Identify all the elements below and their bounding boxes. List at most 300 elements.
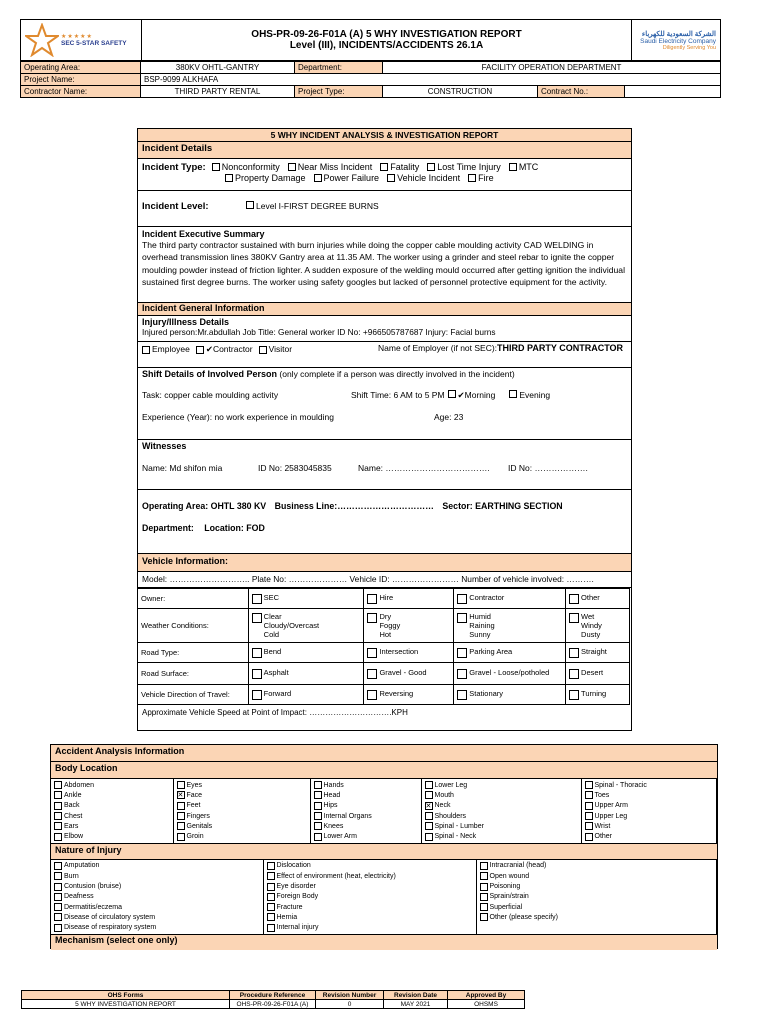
incident-type-3-label: Lost Time Injury	[437, 162, 501, 173]
vehicle-option-checkbox[interactable]	[367, 613, 377, 623]
vehicle-option-cell	[454, 609, 566, 643]
injury-type	[480, 912, 714, 922]
injury-type-label: Other (please specify)	[489, 913, 558, 921]
vehicle-row	[138, 609, 630, 643]
incident-type-4-checkbox[interactable]	[509, 163, 517, 171]
body-part	[314, 821, 418, 831]
vehicle-option-checkbox[interactable]	[569, 594, 579, 604]
injury-type-checkbox[interactable]	[480, 862, 488, 870]
vehicle-option-label: Cold	[263, 630, 280, 639]
checkmark-icon: ✔	[205, 344, 213, 354]
incident-type-0-checkbox[interactable]	[212, 163, 220, 171]
vehicle-option-label: SEC	[263, 593, 280, 602]
nature-column	[51, 860, 263, 935]
department-label: Department:	[295, 62, 383, 74]
body-part-checkbox[interactable]	[54, 781, 62, 789]
vehicle-option-label: Dry	[379, 612, 392, 621]
body-part-label: Internal Organs	[323, 812, 372, 820]
sector-line: Sector: EARTHING SECTION	[442, 501, 563, 511]
injury-type-checkbox[interactable]	[267, 862, 275, 870]
injury-type	[267, 871, 473, 881]
body-part	[54, 831, 170, 841]
body-part-checkbox[interactable]	[585, 822, 593, 830]
body-part-label: Groin	[186, 833, 204, 841]
employee-label: Employee	[152, 344, 190, 354]
department-line: Department:	[142, 523, 194, 533]
visitor-label: Visitor	[268, 344, 293, 354]
injury-type-checkbox[interactable]	[480, 883, 488, 891]
body-part-checkbox[interactable]	[54, 822, 62, 830]
body-part	[425, 831, 578, 841]
injury-type-checkbox[interactable]	[267, 913, 275, 921]
vehicle-option-cell	[248, 643, 364, 663]
project-info-table	[20, 61, 721, 98]
body-part-checkbox[interactable]	[585, 781, 593, 789]
vehicle-option-cell	[248, 609, 364, 643]
vehicle-option-label: Intersection	[379, 647, 419, 656]
injury-type-checkbox[interactable]	[54, 862, 62, 870]
header-bar	[20, 19, 721, 61]
location-line: Location: FOD	[204, 523, 265, 533]
vehicle-option-checkbox[interactable]	[457, 613, 467, 623]
vehicle-option-cell	[566, 663, 630, 685]
injury-type-label: Dislocation	[276, 862, 311, 870]
injury-type	[267, 912, 473, 922]
incident-type-2-label: Fatality	[390, 162, 420, 173]
vehicle-option-cell	[454, 663, 566, 685]
shift-label: Shift Details of Involved Person	[142, 369, 278, 379]
body-part-checkbox[interactable]	[314, 812, 322, 820]
body-part	[54, 821, 170, 831]
injury-type-checkbox[interactable]	[480, 903, 488, 911]
incident-type-1-label: Near Miss Incident	[297, 162, 373, 173]
form-title: OHS-PR-09-26-F01A (A) 5 WHY INVESTIGATION REPORT	[251, 29, 522, 40]
company-tagline: Diligently Serving You	[662, 44, 716, 51]
report-box	[137, 128, 632, 731]
body-part-checkbox[interactable]	[314, 791, 322, 799]
vehicle-option-checkbox[interactable]	[569, 690, 579, 700]
vehicle-option-cell	[248, 685, 364, 705]
body-location-heading: Body Location	[51, 762, 717, 779]
vehicle-row	[138, 663, 630, 685]
body-part-label: Spinal - Lumber	[434, 822, 484, 830]
body-part-checkbox[interactable]	[425, 781, 433, 789]
incident-type-b-0-label: Property Damage	[235, 173, 306, 184]
employer-value: THIRD PARTY CONTRACTOR	[497, 343, 624, 353]
body-location-table	[51, 779, 717, 844]
injury-type	[267, 902, 473, 912]
injury-type-label: Fracture	[276, 903, 303, 911]
operating-area-value: 380KV OHTL-GANTRY	[141, 62, 295, 74]
injury-type-checkbox[interactable]	[54, 903, 62, 911]
injury-type-label: Disease of circulatory system	[64, 913, 156, 921]
exec-summary-label: Incident Executive Summary	[142, 229, 265, 239]
body-part	[177, 790, 307, 800]
project-name-label: Project Name:	[21, 74, 141, 86]
vehicle-option-cell	[454, 589, 566, 609]
body-part-checkbox[interactable]	[54, 791, 62, 799]
contractor-checkbox[interactable]	[196, 346, 204, 354]
body-part-label: Fingers	[186, 812, 210, 820]
vehicle-option-checkbox[interactable]	[457, 594, 467, 604]
body-part-checkbox[interactable]	[585, 833, 593, 841]
body-part	[177, 821, 307, 831]
body-part-label: Other	[594, 833, 613, 841]
incident-type-b-1	[314, 173, 380, 183]
vehicle-row	[138, 589, 630, 609]
incident-type-b-3-checkbox[interactable]	[468, 174, 476, 182]
witnesses-label: Witnesses	[142, 441, 187, 451]
vehicle-option-checkbox[interactable]	[367, 669, 377, 679]
witness-id-2: ID No: ……………….	[508, 463, 588, 473]
vehicle-option-cell	[454, 643, 566, 663]
body-part-label: Hands	[323, 781, 344, 789]
body-location-column	[173, 779, 310, 843]
vehicle-option-checkbox[interactable]	[457, 648, 467, 658]
vehicle-option-checkbox[interactable]	[252, 690, 262, 700]
vehicle-option-label: Reversing	[379, 689, 414, 698]
vehicle-option-label: Other	[581, 593, 600, 602]
incident-type-2-checkbox[interactable]	[380, 163, 388, 171]
body-part-checkbox[interactable]	[425, 812, 433, 820]
vehicle-option-label: Straight	[581, 647, 607, 656]
morning-checkbox[interactable]	[448, 390, 456, 398]
injury-type	[480, 892, 714, 902]
injury-type	[267, 923, 473, 933]
body-part-label: Face	[186, 791, 203, 799]
vehicle-row	[138, 685, 630, 705]
body-part-checkbox[interactable]	[177, 781, 185, 789]
body-part	[585, 831, 714, 841]
injury-type	[54, 871, 260, 881]
contract-no-label: Contract No.:	[538, 86, 625, 98]
body-part-label: Back	[64, 802, 80, 810]
company-name: Saudi Electricity Company	[640, 37, 716, 45]
vehicle-row	[138, 643, 630, 663]
vehicle-row-label: Road Surface:	[138, 663, 249, 685]
vehicle-option-checkbox[interactable]	[252, 613, 262, 623]
body-part-checkbox[interactable]	[314, 802, 322, 810]
nature-of-injury-table	[51, 860, 717, 935]
injury-type-label: Sprain/strain	[489, 893, 529, 901]
company-arabic-name: الشركة السعودية للكهرباء	[641, 30, 716, 38]
body-part-checkbox[interactable]	[585, 791, 593, 799]
body-part-checkbox[interactable]	[54, 802, 62, 810]
vehicle-option-checkbox[interactable]	[457, 669, 467, 679]
body-part-checkbox[interactable]	[177, 812, 185, 820]
logo-text: SEC 5-STAR SAFETY	[61, 40, 127, 47]
body-part-checkbox[interactable]	[425, 802, 433, 810]
body-part-label: Elbow	[64, 833, 84, 841]
body-part-label: Eyes	[186, 781, 203, 789]
injury-type-checkbox[interactable]	[480, 913, 488, 921]
vehicle-option-cell	[248, 589, 364, 609]
vehicle-option-checkbox[interactable]	[367, 594, 377, 604]
shift-section	[138, 368, 631, 440]
operating-area-section	[138, 490, 631, 554]
analysis-heading: Accident Analysis Information	[51, 745, 717, 762]
body-part-label: Genitals	[186, 822, 213, 830]
mechanism-heading: Mechanism (select one only)	[51, 935, 717, 950]
body-part	[425, 801, 578, 811]
vehicle-option-cell	[364, 589, 454, 609]
vehicle-option-cell	[454, 685, 566, 705]
vehicle-info-heading: Vehicle Information:	[138, 554, 631, 572]
footer-header: Procedure Reference	[230, 991, 316, 1000]
body-part-checkbox[interactable]	[54, 812, 62, 820]
body-part	[425, 821, 578, 831]
vehicle-option-checkbox[interactable]	[367, 690, 377, 700]
injury-type-label: Superficial	[489, 903, 523, 911]
body-part	[425, 780, 578, 790]
body-part	[314, 831, 418, 841]
body-part	[425, 790, 578, 800]
body-part-checkbox[interactable]	[314, 822, 322, 830]
vehicle-option-checkbox[interactable]	[457, 690, 467, 700]
injury-type	[267, 861, 473, 871]
body-part-label: Spinal - Neck	[434, 833, 477, 841]
evening-checkbox[interactable]	[509, 390, 517, 398]
vehicle-option-checkbox[interactable]	[569, 613, 579, 623]
vehicle-option-label: Clear	[263, 612, 282, 621]
body-part-label: Shoulders	[434, 812, 467, 820]
injury-type-label: Amputation	[64, 862, 100, 870]
body-part-label: Abdomen	[64, 781, 94, 789]
incident-type-b-2-checkbox[interactable]	[387, 174, 395, 182]
injury-type-label: Foreign Body	[276, 893, 319, 901]
vehicle-option-label: Hot	[379, 630, 392, 639]
speed-line: Approximate Vehicle Speed at Point of Impact: ………………………….KPH	[142, 708, 408, 717]
contractor-value: THIRD PARTY RENTAL	[141, 86, 295, 98]
vehicle-option-cell	[566, 609, 630, 643]
footer-value: MAY 2021	[384, 1000, 448, 1009]
injury-section	[138, 316, 631, 342]
nature-heading: Nature of Injury	[51, 844, 717, 860]
body-part-checkbox[interactable]	[314, 833, 322, 841]
injury-type-label: Effect of environment (heat, electricity)	[276, 872, 396, 880]
incident-type-3-checkbox[interactable]	[427, 163, 435, 171]
injury-type-checkbox[interactable]	[267, 924, 275, 932]
footer-header: Approved By	[448, 991, 525, 1000]
body-part-label: Lower Arm	[323, 833, 357, 841]
body-part-label: Ears	[64, 822, 79, 830]
person-type-section	[138, 342, 631, 368]
vehicle-option-label: Stationary	[469, 689, 504, 698]
injury-type-checkbox[interactable]	[480, 872, 488, 880]
injury-type-checkbox[interactable]	[480, 893, 488, 901]
body-part-checkbox[interactable]	[177, 791, 185, 799]
body-part-checkbox[interactable]	[177, 802, 185, 810]
vehicle-option-label: Parking Area	[469, 647, 513, 656]
shift-note: (only complete if a person was directly involved in the incident)	[277, 369, 515, 379]
injury-type-checkbox[interactable]	[54, 883, 62, 891]
body-part-label: Mouth	[434, 791, 454, 799]
incident-level-label: Incident Level:	[142, 201, 209, 212]
injury-type-label: Contusion (bruise)	[64, 883, 122, 891]
incident-type-section	[138, 159, 631, 191]
incident-type-b-1-checkbox[interactable]	[314, 174, 322, 182]
incident-type-b-2-label: Vehicle Incident	[397, 173, 461, 184]
footer-value: 0	[316, 1000, 384, 1009]
injury-type	[54, 881, 260, 891]
body-part-label: Head	[323, 791, 341, 799]
vehicle-option-cell	[364, 609, 454, 643]
body-location-column	[310, 779, 421, 843]
footer-header: Revision Number	[316, 991, 384, 1000]
body-part	[314, 801, 418, 811]
project-type-value: CONSTRUCTION	[383, 86, 538, 98]
body-part-checkbox[interactable]	[177, 822, 185, 830]
op-area-line: Operating Area: OHTL 380 KV	[142, 501, 267, 511]
body-location-column	[581, 779, 717, 843]
body-part-label: Hips	[323, 802, 338, 810]
incident-type-1	[288, 162, 373, 172]
body-part-checkbox[interactable]	[314, 781, 322, 789]
injury-type-label: Internal injury	[276, 924, 319, 932]
incident-type-b-0	[225, 173, 306, 183]
body-part-label: Feet	[186, 802, 201, 810]
task-value: Task: copper cable moulding activity	[142, 390, 279, 400]
footer-table	[21, 990, 525, 1009]
exec-summary-section	[138, 227, 631, 303]
vehicle-option-checkbox[interactable]	[569, 648, 579, 658]
employee-checkbox[interactable]	[142, 346, 150, 354]
vehicle-option-checkbox[interactable]	[252, 648, 262, 658]
body-part	[314, 790, 418, 800]
footer-header: OHS Forms	[22, 991, 230, 1000]
vehicle-option-label: Dusty	[581, 630, 601, 639]
incident-type-0	[212, 162, 280, 172]
department-value: FACILITY OPERATION DEPARTMENT	[383, 62, 721, 74]
witness-name-2: Name: ……………………………….	[358, 463, 490, 473]
injury-type	[54, 912, 260, 922]
injury-type	[480, 871, 714, 881]
business-line: Business Line:……………………………	[274, 501, 434, 511]
incident-type-3	[427, 162, 501, 172]
body-part	[585, 811, 714, 821]
vehicle-conditions-table	[137, 588, 630, 705]
injury-type	[54, 902, 260, 912]
injury-type	[54, 923, 260, 933]
vehicle-option-cell	[566, 643, 630, 663]
body-part	[177, 831, 307, 841]
injury-type-checkbox[interactable]	[54, 893, 62, 901]
injury-type	[480, 861, 714, 871]
body-part	[54, 801, 170, 811]
injury-type-label: Disease of respiratory system	[64, 924, 157, 932]
injury-type-label: Burn	[64, 872, 79, 880]
nature-column	[263, 860, 476, 935]
injury-type-label: Poisoning	[489, 883, 521, 891]
vehicle-option-label: Desert	[581, 668, 604, 677]
vehicle-option-checkbox[interactable]	[252, 669, 262, 679]
incident-type-b-3	[468, 173, 494, 183]
vehicle-option-label: Contractor	[469, 593, 505, 602]
body-part	[585, 801, 714, 811]
body-part-checkbox[interactable]	[425, 822, 433, 830]
contractor-label: Contractor Name:	[21, 86, 141, 98]
body-part	[585, 790, 714, 800]
injury-type-label: Deafness	[64, 893, 94, 901]
body-part-checkbox[interactable]	[585, 812, 593, 820]
witness-id: ID No: 2583045835	[258, 463, 332, 473]
injury-type	[480, 902, 714, 912]
vehicle-option-label: Forward	[263, 689, 292, 698]
vehicle-option-checkbox[interactable]	[569, 669, 579, 679]
vehicle-option-label: Hire	[379, 593, 394, 602]
body-part-label: Wrist	[594, 822, 611, 830]
injury-type-checkbox[interactable]	[267, 893, 275, 901]
injury-type-checkbox[interactable]	[54, 872, 62, 880]
body-part-checkbox[interactable]	[585, 802, 593, 810]
body-part-checkbox[interactable]	[425, 791, 433, 799]
injury-type-checkbox[interactable]	[54, 924, 62, 932]
incident-type-4-label: MTC	[518, 162, 539, 173]
body-part-checkbox[interactable]	[425, 833, 433, 841]
vehicle-option-label: Cloudy/Overcast	[263, 621, 320, 630]
visitor-checkbox[interactable]	[259, 346, 267, 354]
vehicle-option-cell	[248, 663, 364, 685]
incident-type-b-0-checkbox[interactable]	[225, 174, 233, 182]
vehicle-option-label: Wet	[581, 612, 595, 621]
footer-header: Revision Date	[384, 991, 448, 1000]
vehicle-option-label: Windy	[581, 621, 602, 630]
report-title: 5 WHY INCIDENT ANALYSIS & INVESTIGATION REPORT	[138, 129, 631, 142]
injury-type-label: Dermatitis/eczema	[64, 903, 122, 911]
incident-type-b-2	[387, 173, 460, 183]
evening-label: Evening	[519, 390, 551, 400]
injury-type-checkbox[interactable]	[267, 872, 275, 880]
incident-type-2	[380, 162, 419, 172]
injury-type-checkbox[interactable]	[267, 883, 275, 891]
body-part	[585, 821, 714, 831]
injury-type	[267, 892, 473, 902]
contractor-option-label: Contractor	[212, 344, 253, 354]
body-part	[177, 801, 307, 811]
vehicle-option-label: Raining	[469, 621, 495, 630]
injury-type	[54, 861, 260, 871]
body-part	[177, 811, 307, 821]
vehicle-option-checkbox[interactable]	[367, 648, 377, 658]
vehicle-option-label: Foggy	[379, 621, 401, 630]
vehicle-row-label: Weather Conditions:	[138, 609, 249, 643]
body-part-label: Toes	[594, 791, 610, 799]
vehicle-option-cell	[364, 685, 454, 705]
injury-type-checkbox[interactable]	[267, 903, 275, 911]
incident-type-1-checkbox[interactable]	[288, 163, 296, 171]
injury-type-label: Hernia	[276, 913, 298, 921]
vehicle-option-label: Gravel - Good	[379, 668, 427, 677]
body-part-checkbox[interactable]	[54, 833, 62, 841]
nature-column	[476, 860, 717, 935]
injury-type-checkbox[interactable]	[54, 913, 62, 921]
vehicle-option-checkbox[interactable]	[252, 594, 262, 604]
operating-area-label: Operating Area:	[21, 62, 141, 74]
incident-level-checkbox[interactable]	[246, 201, 254, 209]
vehicle-option-label: Turning	[581, 689, 607, 698]
injury-type-label: Eye disorder	[276, 883, 316, 891]
body-part-checkbox[interactable]	[177, 833, 185, 841]
body-part	[54, 780, 170, 790]
vehicle-row-label: Vehicle Direction of Travel:	[138, 685, 249, 705]
injury-type-label: Intracranial (head)	[489, 862, 547, 870]
injury-line: Injured person:Mr.abdullah Job Title: General worker ID No: +966505787687 Injury: Facial burns	[142, 327, 496, 337]
form-subtitle: Level (III), INCIDENTS/ACCIDENTS 26.1A	[289, 40, 484, 51]
injury-type	[480, 881, 714, 891]
vehicle-option-label: Asphalt	[263, 668, 289, 677]
vehicle-option-cell	[364, 643, 454, 663]
body-part-label: Upper Arm	[594, 802, 628, 810]
